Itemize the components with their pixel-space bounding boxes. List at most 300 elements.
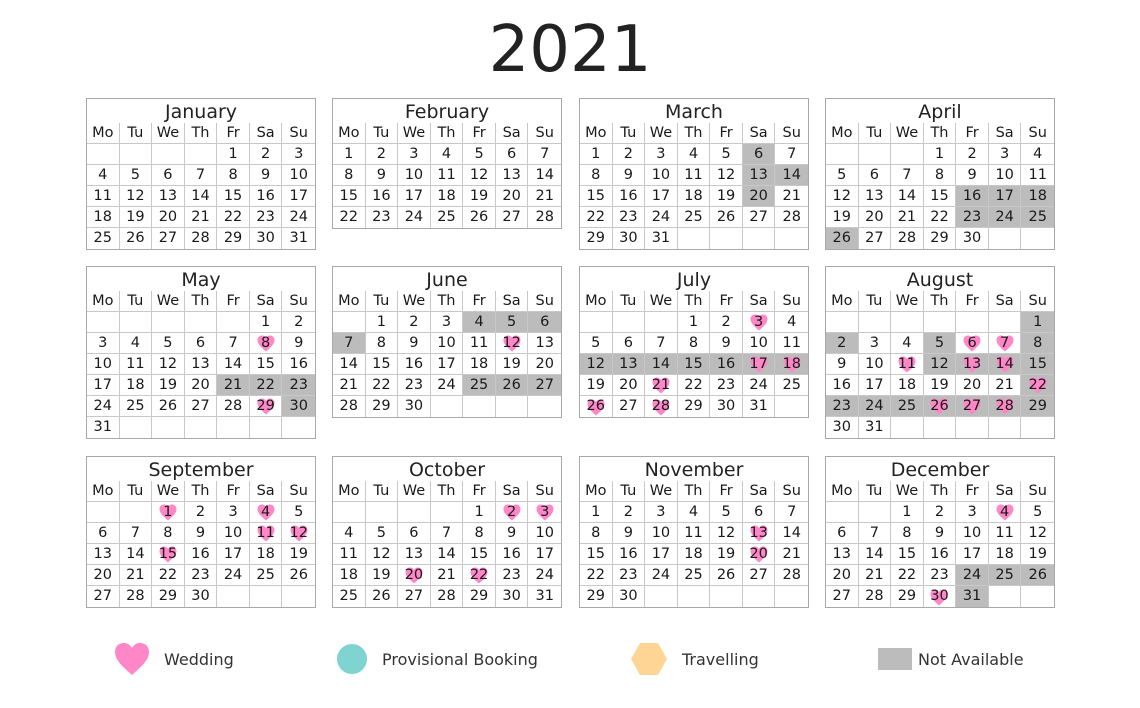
day-cell <box>956 544 989 565</box>
day-cell <box>891 228 924 249</box>
day-cell <box>87 396 120 417</box>
day-number: 23 <box>256 209 275 225</box>
day-cell <box>250 333 283 354</box>
day-number: 7 <box>228 335 238 351</box>
day-cell <box>710 396 743 417</box>
empty-cell <box>366 502 399 523</box>
day-cell <box>463 523 496 544</box>
day-number: 29 <box>469 588 489 604</box>
weekday-header: Tu <box>366 481 399 502</box>
day-number: 6 <box>623 335 633 351</box>
day-cell <box>645 375 678 396</box>
day-cell <box>152 333 185 354</box>
day-number: 30 <box>832 419 851 435</box>
day-cell <box>743 144 776 165</box>
day-number: 27 <box>404 588 424 604</box>
day-number: 30 <box>619 588 638 604</box>
day-cell <box>398 523 431 544</box>
day-number: 18 <box>437 188 456 204</box>
weekday-header: Mo <box>826 481 859 502</box>
day-cell <box>1021 396 1054 417</box>
day-cell <box>463 502 496 523</box>
day-number: 25 <box>782 377 801 393</box>
day-number: 22 <box>586 567 605 583</box>
day-number: 2 <box>507 504 517 520</box>
day-number: 13 <box>749 525 768 541</box>
day-number: 6 <box>754 504 764 520</box>
day-cell <box>924 544 957 565</box>
legend-wedding <box>114 640 234 678</box>
day-cell <box>924 144 957 165</box>
day-cell <box>924 502 957 523</box>
day-number: 22 <box>684 377 703 393</box>
day-number: 5 <box>376 525 386 541</box>
day-number: 12 <box>158 356 178 372</box>
day-number: 4 <box>441 146 452 162</box>
day-cell <box>989 565 1022 586</box>
day-number: 2 <box>623 146 633 162</box>
day-cell <box>775 333 808 354</box>
day-number: 25 <box>437 209 456 225</box>
day-number: 4 <box>688 146 699 162</box>
weekday-header: Tu <box>613 481 646 502</box>
empty-cell <box>989 586 1022 607</box>
day-cell <box>580 207 613 228</box>
day-number: 25 <box>339 588 358 604</box>
empty-cell <box>891 417 924 438</box>
day-cell <box>463 186 496 207</box>
empty-cell <box>743 586 776 607</box>
day-cell <box>250 165 283 186</box>
day-number: 9 <box>837 356 847 372</box>
day-cell <box>217 565 250 586</box>
day-cell <box>859 186 892 207</box>
day-cell <box>956 375 989 396</box>
day-number: 6 <box>507 146 517 162</box>
day-number: 28 <box>782 567 801 583</box>
day-number: 21 <box>437 567 456 583</box>
day-number: 6 <box>754 146 764 162</box>
day-cell <box>891 207 924 228</box>
empty-cell <box>743 228 776 249</box>
day-number: 8 <box>1033 335 1043 351</box>
day-number: 11 <box>1028 167 1047 183</box>
day-number: 22 <box>469 567 489 583</box>
day-number: 24 <box>535 567 554 583</box>
day-cell <box>924 165 957 186</box>
day-number: 24 <box>404 209 424 225</box>
day-number: 20 <box>749 546 768 562</box>
empty-cell <box>956 417 989 438</box>
weekday-header: Sa <box>496 123 529 144</box>
day-number: 21 <box>223 377 243 393</box>
day-cell <box>185 396 218 417</box>
day-cell <box>891 186 924 207</box>
weekday-header: Fr <box>217 291 250 312</box>
weekday-header: Sa <box>989 291 1022 312</box>
day-number: 1 <box>376 314 386 330</box>
empty-cell <box>152 144 185 165</box>
day-cell <box>431 312 464 333</box>
weekday-header: We <box>398 123 431 144</box>
weekday-header: We <box>398 481 431 502</box>
day-number: 11 <box>782 335 801 351</box>
day-cell <box>1021 207 1054 228</box>
month-days-grid <box>580 123 808 249</box>
day-cell <box>398 375 431 396</box>
day-number: 26 <box>158 398 178 414</box>
day-cell <box>152 354 185 375</box>
day-number: 17 <box>962 546 982 562</box>
empty-cell <box>185 417 218 438</box>
day-cell <box>87 544 120 565</box>
weekday-header: Mo <box>87 481 120 502</box>
weekday-header: Mo <box>333 123 366 144</box>
day-number: 13 <box>502 167 521 183</box>
day-cell <box>743 544 776 565</box>
day-number: 24 <box>437 377 456 393</box>
day-cell <box>431 333 464 354</box>
day-number: 30 <box>930 588 949 604</box>
weekday-header: Sa <box>250 123 283 144</box>
day-number: 10 <box>749 335 768 351</box>
legend-provisional <box>336 640 538 678</box>
day-number: 10 <box>223 525 243 541</box>
day-number: 7 <box>869 525 879 541</box>
day-cell <box>924 565 957 586</box>
day-number: 24 <box>865 398 884 414</box>
day-cell <box>152 396 185 417</box>
day-cell <box>956 502 989 523</box>
day-number: 10 <box>437 335 456 351</box>
empty-cell <box>87 312 120 333</box>
day-cell <box>431 354 464 375</box>
day-number: 30 <box>716 398 736 414</box>
day-cell <box>743 502 776 523</box>
empty-cell <box>580 312 613 333</box>
day-number: 1 <box>163 504 173 520</box>
day-number: 21 <box>126 567 145 583</box>
day-number: 7 <box>787 146 797 162</box>
day-cell <box>891 523 924 544</box>
day-cell <box>87 186 120 207</box>
hexagon-icon <box>630 642 668 676</box>
month-days-grid <box>826 123 1054 249</box>
empty-cell <box>431 502 464 523</box>
day-cell <box>924 396 957 417</box>
day-cell <box>496 312 529 333</box>
day-number: 19 <box>289 546 308 562</box>
day-number: 20 <box>502 188 521 204</box>
day-number: 30 <box>619 230 638 246</box>
weekday-header: Mo <box>580 481 613 502</box>
day-number: 25 <box>256 567 275 583</box>
day-number: 21 <box>651 377 671 393</box>
weekday-header: Mo <box>87 123 120 144</box>
day-cell <box>580 186 613 207</box>
month-september <box>86 456 316 608</box>
day-number: 13 <box>749 167 768 183</box>
day-number: 11 <box>93 188 112 204</box>
day-number: 10 <box>93 356 112 372</box>
day-number: 13 <box>865 188 884 204</box>
day-number: 22 <box>586 209 605 225</box>
day-cell <box>528 144 561 165</box>
day-cell <box>580 502 613 523</box>
day-number: 18 <box>256 546 275 562</box>
day-number: 8 <box>376 335 386 351</box>
day-cell <box>956 396 989 417</box>
day-cell <box>924 375 957 396</box>
day-cell <box>282 523 315 544</box>
day-number: 19 <box>158 377 178 393</box>
day-cell <box>956 565 989 586</box>
day-cell <box>528 165 561 186</box>
day-cell <box>217 207 250 228</box>
day-cell <box>282 207 315 228</box>
day-number: 19 <box>832 209 851 225</box>
day-number: 24 <box>651 567 671 583</box>
empty-cell <box>678 586 711 607</box>
day-number: 3 <box>294 146 304 162</box>
day-cell <box>924 523 957 544</box>
day-number: 19 <box>586 377 605 393</box>
day-cell <box>1021 354 1054 375</box>
day-cell <box>333 565 366 586</box>
day-cell <box>282 396 315 417</box>
day-number: 1 <box>688 314 699 330</box>
day-number: 14 <box>782 525 801 541</box>
weekday-header: Fr <box>710 481 743 502</box>
day-cell <box>333 207 366 228</box>
day-cell <box>152 207 185 228</box>
day-number: 23 <box>832 398 851 414</box>
day-cell <box>826 544 859 565</box>
day-cell <box>956 165 989 186</box>
day-number: 28 <box>535 209 554 225</box>
weekday-header: Fr <box>956 123 989 144</box>
day-cell <box>496 565 529 586</box>
day-cell <box>989 544 1022 565</box>
day-cell <box>613 523 646 544</box>
day-cell <box>120 333 153 354</box>
month-days-grid <box>580 481 808 607</box>
day-number: 3 <box>754 314 764 330</box>
day-number: 12 <box>832 188 851 204</box>
empty-cell <box>826 144 859 165</box>
day-cell <box>217 186 250 207</box>
day-number: 31 <box>962 588 982 604</box>
day-cell <box>185 333 218 354</box>
empty-cell <box>120 417 153 438</box>
day-cell <box>613 165 646 186</box>
day-cell <box>678 312 711 333</box>
day-number: 30 <box>404 398 424 414</box>
empty-cell <box>891 144 924 165</box>
day-number: 29 <box>223 230 243 246</box>
day-number: 16 <box>619 188 638 204</box>
day-cell <box>333 165 366 186</box>
day-cell <box>645 186 678 207</box>
weekday-header: Su <box>1021 123 1054 144</box>
day-cell <box>398 354 431 375</box>
empty-cell <box>87 502 120 523</box>
day-cell <box>431 544 464 565</box>
day-cell <box>398 165 431 186</box>
day-number: 14 <box>651 356 671 372</box>
month-july <box>579 266 809 418</box>
day-cell <box>185 375 218 396</box>
day-cell <box>613 354 646 375</box>
day-number: 2 <box>195 504 206 520</box>
weekday-header: We <box>891 123 924 144</box>
day-cell <box>678 186 711 207</box>
empty-cell <box>431 396 464 417</box>
weekday-header: Tu <box>366 123 399 144</box>
day-number: 25 <box>126 398 145 414</box>
day-number: 29 <box>684 398 703 414</box>
day-cell <box>826 207 859 228</box>
day-cell <box>185 165 218 186</box>
day-cell <box>710 544 743 565</box>
day-number: 21 <box>782 188 801 204</box>
day-cell <box>645 207 678 228</box>
day-number: 15 <box>586 546 605 562</box>
day-number: 15 <box>372 356 391 372</box>
day-number: 12 <box>289 525 308 541</box>
day-cell <box>678 333 711 354</box>
day-number: 17 <box>437 356 456 372</box>
day-number: 3 <box>540 504 550 520</box>
day-number: 30 <box>289 398 308 414</box>
day-number: 9 <box>934 525 945 541</box>
day-number: 9 <box>721 335 731 351</box>
day-cell <box>87 333 120 354</box>
day-cell <box>613 333 646 354</box>
day-cell <box>710 207 743 228</box>
day-number: 15 <box>339 188 358 204</box>
day-cell <box>185 354 218 375</box>
day-cell <box>250 354 283 375</box>
day-number: 10 <box>651 525 671 541</box>
day-number: 12 <box>586 356 605 372</box>
day-number: 8 <box>902 525 912 541</box>
day-number: 22 <box>158 567 178 583</box>
day-cell <box>366 396 399 417</box>
day-number: 29 <box>1028 398 1047 414</box>
day-number: 21 <box>339 377 358 393</box>
day-cell <box>775 144 808 165</box>
weekday-header: Sa <box>250 481 283 502</box>
day-cell <box>152 165 185 186</box>
day-number: 8 <box>228 167 238 183</box>
day-cell <box>924 333 957 354</box>
day-cell <box>250 144 283 165</box>
day-number: 12 <box>1028 525 1047 541</box>
day-cell <box>678 144 711 165</box>
weekday-header: We <box>891 291 924 312</box>
day-cell <box>496 186 529 207</box>
day-cell <box>956 354 989 375</box>
day-cell <box>743 396 776 417</box>
day-cell <box>120 544 153 565</box>
day-number: 29 <box>256 398 275 414</box>
weekday-header: Th <box>431 291 464 312</box>
day-number: 7 <box>540 146 550 162</box>
day-cell <box>528 186 561 207</box>
day-cell <box>463 207 496 228</box>
day-cell <box>645 228 678 249</box>
day-number: 8 <box>474 525 484 541</box>
day-number: 14 <box>897 188 917 204</box>
weekday-header: We <box>398 291 431 312</box>
day-cell <box>710 144 743 165</box>
day-cell <box>431 207 464 228</box>
month-november <box>579 456 809 608</box>
day-number: 14 <box>437 546 456 562</box>
day-number: 19 <box>469 188 489 204</box>
day-cell <box>152 186 185 207</box>
day-number: 26 <box>372 588 391 604</box>
empty-cell <box>398 502 431 523</box>
day-number: 28 <box>897 230 917 246</box>
day-number: 27 <box>191 398 210 414</box>
day-number: 26 <box>126 230 145 246</box>
day-number: 23 <box>619 209 638 225</box>
month-april <box>825 98 1055 250</box>
day-cell <box>528 354 561 375</box>
day-cell <box>989 144 1022 165</box>
day-number: 14 <box>865 546 884 562</box>
legend-label-travelling: Travelling <box>682 649 759 669</box>
weekday-header: Sa <box>743 123 776 144</box>
day-cell <box>924 354 957 375</box>
day-cell <box>217 375 250 396</box>
day-cell <box>398 144 431 165</box>
day-cell <box>87 586 120 607</box>
day-cell <box>710 502 743 523</box>
day-number: 2 <box>376 146 386 162</box>
day-cell <box>775 186 808 207</box>
day-number: 17 <box>865 377 884 393</box>
day-number: 6 <box>967 335 977 351</box>
day-cell <box>496 586 529 607</box>
day-number: 5 <box>721 146 731 162</box>
day-number: 6 <box>163 167 173 183</box>
day-cell <box>613 502 646 523</box>
day-number: 9 <box>967 167 977 183</box>
day-number: 6 <box>869 167 879 183</box>
day-cell <box>891 354 924 375</box>
day-number: 15 <box>930 188 949 204</box>
day-cell <box>431 165 464 186</box>
day-cell <box>431 186 464 207</box>
day-number: 14 <box>782 167 801 183</box>
day-number: 21 <box>995 377 1014 393</box>
day-number: 29 <box>897 588 917 604</box>
day-number: 29 <box>158 588 178 604</box>
weekday-header: Su <box>775 291 808 312</box>
weekday-header: Fr <box>463 123 496 144</box>
day-number: 4 <box>1033 146 1043 162</box>
day-cell <box>989 333 1022 354</box>
day-cell <box>333 186 366 207</box>
day-number: 27 <box>832 588 851 604</box>
day-number: 18 <box>126 377 145 393</box>
weekday-header: Su <box>1021 481 1054 502</box>
day-cell <box>891 396 924 417</box>
weekday-header: Fr <box>463 481 496 502</box>
